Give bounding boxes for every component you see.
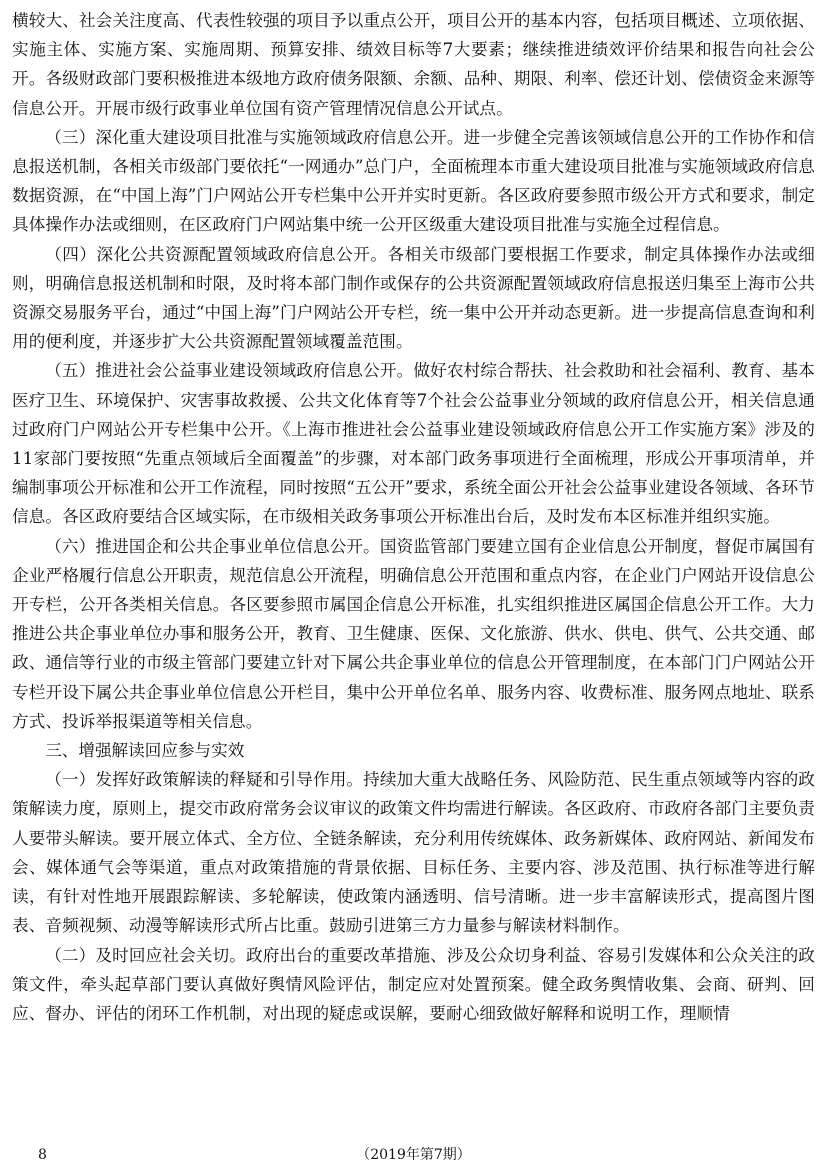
section-5-lead: （五）推进社会公益事业建设领域政府信息公开。 — [45, 361, 414, 381]
chapter-3-section-1-lead: （一）发挥好政策解读的释疑和引导作用。 — [45, 770, 364, 790]
chapter-3-section-2-paragraph — [12, 941, 815, 1029]
section-5-paragraph — [12, 356, 815, 531]
section-3-body: 进一步健全完善该领域信息公开的工作协作和信息报送机制，各相关市级部门要依托“一网通办”总门户，全面梳理本市重大建设项目批准与实施领域政府信息数据资源，在“中国上海”门户网站公开专栏集中公开并实时更新。各区政府要参照市级公开方式和要求，制定具体操作办法或细则，在区政府门户网站集中统一公开区级重大建设项目批准与实施全过程信息。 — [12, 127, 816, 235]
page-number: 8 — [38, 1147, 47, 1163]
chapter-3-section-1-paragraph — [12, 765, 815, 940]
section-5-body: 做好农村综合帮扶、社会救助和社会福利、教育、基本医疗卫生、环境保护、灾害事故救援、公共文化体育等7个社会公益事业分领域的政府信息公开，相关信息通过政府门户网站公开专栏集中公开。《上海市推进社会公益事业建设领域政府信息公开工作实施方案》涉及的11家部门要按照“先重点领域后全面覆盖”的步骤，对本部门政务事项进行全面梳理，形成公开事项清单，并编制事项公开标准和公开工作流程，同时按照“五公开”要求，系统全面公开社会公益事业建设各领域、各环节信息。各区政府要结合区域实际，在市级相关政务事项公开标准出台后，及时发布本区标准并组织实施。 — [12, 361, 815, 527]
chapter-3-section-1-body: 持续加大重大战略任务、风险防范、民生重点领域等内容的政策解读力度，原则上，提交市政府常务会议审议的政策文件均需进行解读。各区政府、市政府各部门主要负责人要带头解读。要开展立体式、全方位、全链条解读，充分利用传统媒体、政务新媒体、政府网站、新闻发布会、媒体通气会等渠道，重点对政策措施的背景依据、目标任务、主要内容、涉及范围、执行标准等进行解读，有针对性地开展跟踪解读、多轮解读，使政策内涵透明、信号清晰。进一步丰富解读形式，提高图片图表、音频视频、动漫等解读形式所占比重。鼓励引进第三方力量参与解读材料制作。 — [12, 770, 815, 936]
section-6-lead: （六）推进国企和公共企事业单位信息公开。 — [45, 536, 380, 556]
issue-label: （2019年第7期） — [356, 1147, 471, 1163]
section-4-body: 各相关市级部门要根据工作要求，制定具体操作办法或细则，明确信息报送机制和时限，及时将本部门制作或保存的公共资源配置领域政府信息报送归集至上海市公共资源交易服务平台，通过“中国上海”门户网站公开专栏，统一集中公开并动态更新。进一步提高信息查询和利用的便利度，并逐步扩大公共资源配置领域覆盖范围。 — [12, 244, 815, 352]
page-footer — [0, 1144, 827, 1166]
section-6-body: 国资监管部门要建立国有企业信息公开制度，督促市属国有企业严格履行信息公开职责，规范信息公开流程，明确信息公开范围和重点内容，在企业门户网站开设信息公开专栏，公开各类相关信息。各区要参照市属国企信息公开标准，扎实组织推进区属国企信息公开工作。大力推进公共企事业单位办事和服务公开，教育、卫生健康、医保、文化旅游、供水、供电、供气、公共交通、邮政、通信等行业的市级主管部门要建立针对下属公共企事业单位的信息公开管理制度，在本部门门户网站公开专栏开设下属公共企事业单位信息公开栏目，集中公开单位名单、服务内容、收费标准、服务网点地址、联系方式、投诉举报渠道等相关信息。 — [12, 536, 815, 731]
section-4-paragraph — [12, 240, 815, 357]
chapter-3-section-2-body: 政府出台的重要改革措施、涉及公众切身利益、容易引发媒体和公众关注的政策文件，牵头起草部门要认真做好舆情风险评估，制定应对处置预案。健全政务舆情收集、会商、研判、回应、督办、评估的闭环工作机制，对出现的疑虑或误解，要耐心细致做好解释和说明工作，理顺情 — [12, 945, 816, 1023]
section-3-lead: （三）深化重大建设项目批准与实施领域政府信息公开。 — [45, 127, 464, 147]
section-4-lead: （四）深化公共资源配置领域政府信息公开。 — [45, 244, 388, 264]
chapter-3-heading: 三、增强解读回应参与实效 — [45, 741, 245, 761]
section-3-paragraph — [12, 123, 815, 240]
chapter-3-section-2-lead: （二）及时回应社会关切。 — [45, 945, 247, 965]
paragraph-continued: 横较大、社会关注度高、代表性较强的项目予以重点公开，项目公开的基本内容，包括项目概述、立项依据、实施主体、实施方案、实施周期、预算安排、绩效目标等7大要素；继续推进绩效评价结果和报告向社会公开。各级财政部门要积极推进本级地方政府债务限额、余额、品种、期限、利率、偿还计划、偿债资金来源等信息公开。开展市级行政事业单位国有资产管理情况信息公开试点。 — [12, 11, 815, 118]
section-6-paragraph — [12, 532, 815, 736]
